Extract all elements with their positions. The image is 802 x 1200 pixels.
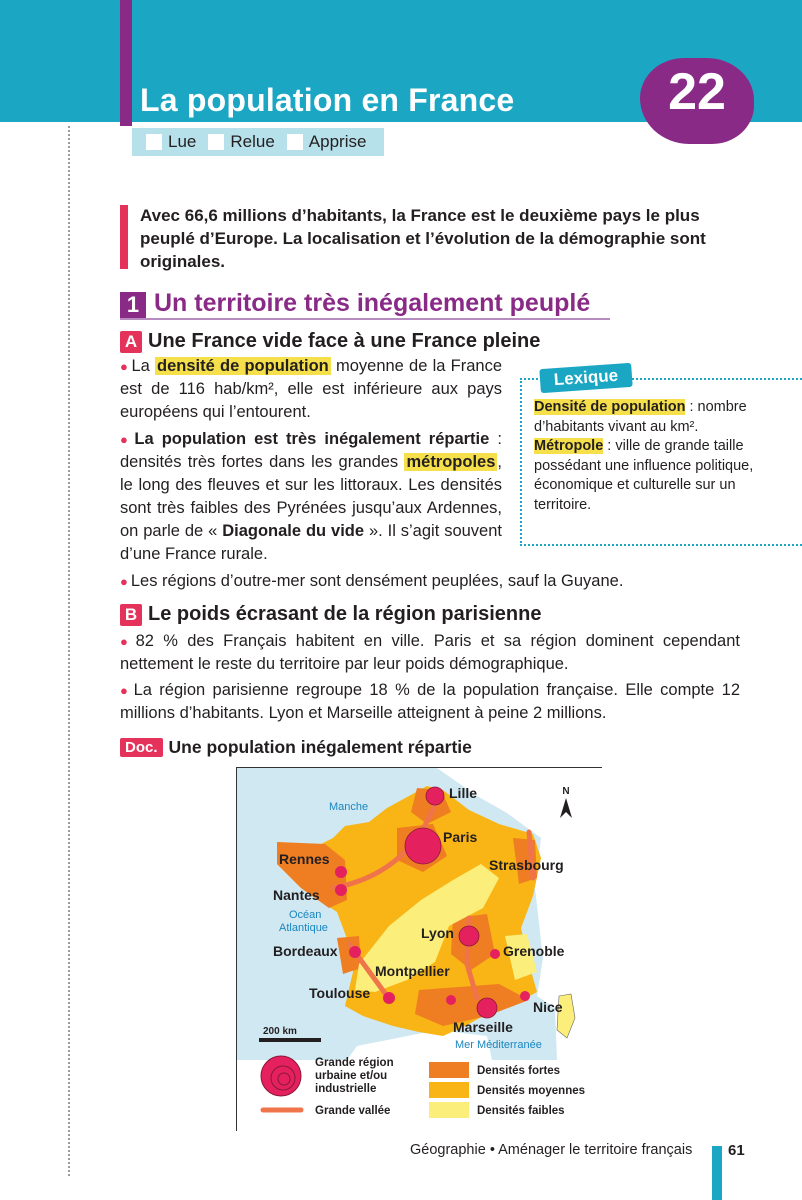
bullet-icon: ● <box>120 359 129 374</box>
city-label-nantes: Nantes <box>273 887 320 903</box>
footer-separator: • <box>489 1142 495 1158</box>
legend-urban-line1: Grande région <box>315 1057 394 1069</box>
legend-medium-label: Densités moyennes <box>477 1085 586 1097</box>
paragraph-urban: ● 82 % des Français habitent en ville. Paris et sa région dominent cependant nettement le reste du territoire par leur poids démographique. <box>120 632 740 673</box>
status-label: Relue <box>230 132 275 151</box>
bullet-icon: ● <box>120 574 128 589</box>
highlight-term: densité de population <box>157 357 329 375</box>
lexique-badge: Lexique <box>539 363 632 393</box>
scale-label: 200 km <box>263 1026 297 1037</box>
status-label: Apprise <box>308 132 367 151</box>
lexique-definition: : ville de grande taille possédant une influence politique, économique et culturelle sur un territoire. <box>534 438 754 513</box>
status-label: Lue <box>168 132 197 151</box>
subsection-letter: A <box>120 331 142 353</box>
subsection-b-heading <box>120 603 541 626</box>
lexique-term: Densité de population <box>534 399 686 415</box>
city-marker-lyon <box>459 926 479 946</box>
lexique-term: Métropole <box>534 438 604 454</box>
footer-breadcrumb <box>410 1142 692 1158</box>
doc-badge: Doc. <box>120 738 163 757</box>
subsection-letter: B <box>120 604 142 626</box>
city-marker-toulouse <box>383 992 395 1004</box>
highlight-term: métropoles <box>406 453 496 471</box>
city-marker-montpellier <box>446 995 456 1005</box>
city-marker-nantes <box>335 884 347 896</box>
city-label-montpellier: Montpellier <box>375 963 450 979</box>
bullet-icon: ● <box>120 432 132 447</box>
doc-heading <box>120 737 472 758</box>
status-relue[interactable] <box>208 132 274 152</box>
legend-urban-icon-small <box>278 1073 290 1085</box>
city-label-bordeaux: Bordeaux <box>273 943 338 959</box>
city-label-lille: Lille <box>449 785 478 801</box>
city-marker-bordeaux <box>349 946 361 958</box>
subsection-title: Une France vide face à une France pleine <box>148 330 541 352</box>
lexique-content <box>534 398 754 515</box>
legend-medium-swatch <box>429 1082 469 1098</box>
legend-high-swatch <box>429 1062 469 1078</box>
city-marker-nice <box>520 991 530 1001</box>
bullet-icon: ● <box>120 634 133 649</box>
city-label-lyon: Lyon <box>421 925 454 941</box>
city-label-paris: Paris <box>443 829 478 845</box>
status-apprise[interactable] <box>287 132 367 152</box>
city-marker-lille <box>426 787 444 805</box>
legend-valley-label: Grande vallée <box>315 1105 391 1117</box>
doc-title: Une population inégalement répartie <box>168 737 472 757</box>
sea-label-med: Mer Méditerranée <box>455 1039 542 1051</box>
legend-high-label: Densités fortes <box>477 1065 561 1077</box>
city-label-strasbourg: Strasbourg <box>489 857 564 873</box>
title-accent-bar <box>120 0 132 126</box>
sea-label-manche: Manche <box>329 801 369 813</box>
city-label-toulouse: Toulouse <box>309 985 371 1001</box>
checkbox-icon[interactable] <box>287 134 303 150</box>
lexique-definition: : nombre d’habitants vivant au km². <box>534 399 747 435</box>
city-label-rennes: Rennes <box>279 851 330 867</box>
footer-chapter: Aménager le territoire français <box>498 1142 693 1158</box>
footer-subject: Géographie <box>410 1142 486 1158</box>
checkbox-icon[interactable] <box>146 134 162 150</box>
chapter-number: 22 <box>668 63 726 121</box>
scale-bar <box>259 1038 321 1042</box>
city-label-marseille: Marseille <box>453 1019 513 1035</box>
section-heading <box>120 290 610 320</box>
paragraph-overseas: ● Les régions d’outre-mer sont densément peuplées, sauf la Guyane. <box>120 572 624 590</box>
checkbox-icon[interactable] <box>208 134 224 150</box>
legend-low-label: Densités faibles <box>477 1105 565 1117</box>
subsection-a-heading <box>120 330 540 353</box>
reading-status-row <box>132 128 384 156</box>
north-label: N <box>562 786 570 797</box>
intro-paragraph: Avec 66,6 millions d’habitants, la France est le deuxième pays le plus peuplé d’Europe. La localisation et l’évolution de la démographie sont originales. <box>140 206 706 271</box>
bullet-icon: ● <box>120 683 131 698</box>
footer-accent-bar <box>712 1146 722 1200</box>
city-label-grenoble: Grenoble <box>503 943 565 959</box>
section-title: Un territoire très inégalement peuplé <box>154 289 591 317</box>
france-map-svg <box>237 768 603 1132</box>
legend-urban-line3: industrielle <box>315 1083 377 1095</box>
intro-accent-bar <box>120 205 128 269</box>
sea-label-ocean-1: Océan <box>289 909 322 921</box>
sea-label-ocean-2: Atlantique <box>279 922 328 934</box>
section-number: 1 <box>120 292 146 318</box>
status-lue[interactable] <box>146 132 196 152</box>
city-marker-marseille <box>477 998 497 1018</box>
city-marker-rennes <box>335 866 347 878</box>
city-label-nice: Nice <box>533 999 563 1015</box>
city-marker-paris <box>405 828 441 864</box>
page-title: La population en France <box>140 82 515 118</box>
legend-urban-line2: urbaine et/ou <box>315 1070 388 1082</box>
population-map <box>236 767 602 1131</box>
city-marker-grenoble <box>490 949 500 959</box>
paragraph-paris-region: ● La région parisienne regroupe 18 % de la population française. Elle compte 12 millions d’habitants. Lyon et Marseille atteignent à peine 2 millions. <box>120 681 740 722</box>
paragraph-density: ● La densité de population moyenne de la France est de 116 hab/km², elle est inférieure aux pays européens qui l’entourent. <box>120 357 502 421</box>
margin-dotted-line <box>68 126 70 1176</box>
legend-low-swatch <box>429 1102 469 1118</box>
subsection-title: Le poids écrasant de la région parisienne <box>148 603 542 625</box>
page-number: 61 <box>728 1142 745 1159</box>
paragraph-distribution: ● La population est très inégalement répartie : densités très fortes dans les grandes métropoles , le long des fleuves et sur les littoraux. Les densités sont très faibles des Pyrénées jusqu’aux Ardennes, on parle de « Diagonale du vide ». Il s’agit souvent d’une France rurale. <box>120 430 502 563</box>
